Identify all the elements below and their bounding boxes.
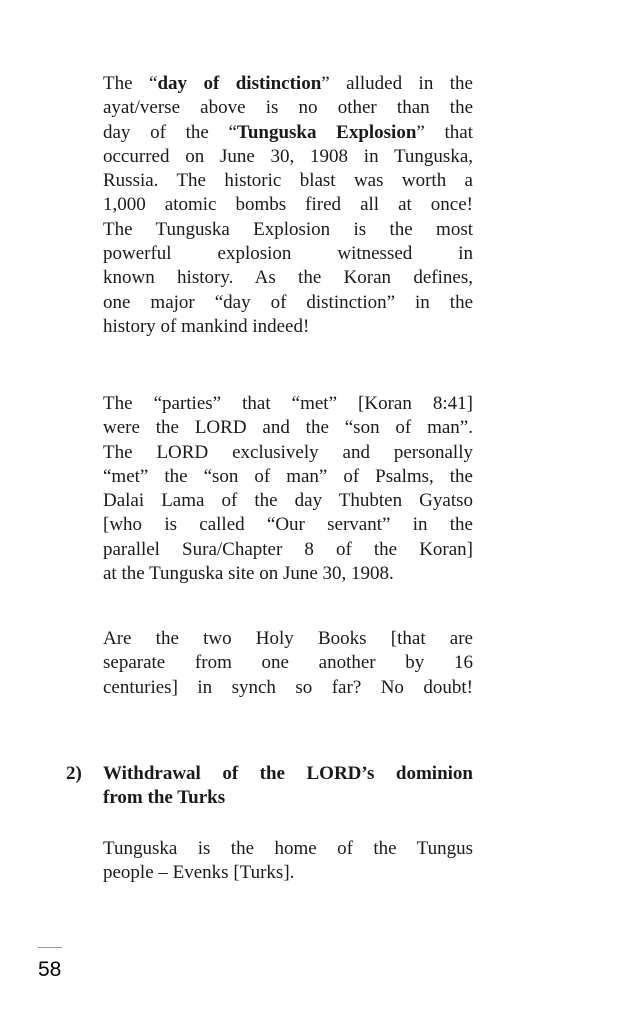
text-line: Tunguska is the home of the Tungus [103, 838, 473, 859]
text-line: at the Tunguska site on June 30, 1908. [103, 563, 394, 585]
footer-rule [38, 947, 62, 948]
heading-line: Withdrawal of the LORD’s dominion [103, 763, 473, 784]
bold-term: Tunguska Explosion [236, 121, 417, 143]
text-line: [who is called “Our servant” in the [103, 514, 473, 536]
text-line: powerful explosion witnessed in [103, 243, 473, 265]
text-line [103, 121, 473, 145]
page-number: 58 [38, 958, 62, 981]
text-line: centuries] in synch so far? No doubt! [103, 676, 473, 698]
text-line: were the LORD and the “son of man”. [103, 417, 473, 439]
paragraph-day-of-distinction [103, 72, 473, 339]
bold-term: day of distinction [157, 73, 322, 94]
text-line: known history. As the Koran defines, [103, 267, 473, 289]
text-line: occurred on June 30, 1908 in Tunguska, [103, 145, 473, 167]
text-line: The LORD exclusively and personally [103, 441, 473, 463]
text-line: separate from one another by 16 [103, 652, 473, 674]
heading-line: from the Turks [103, 787, 226, 809]
text-line: ayat/verse above is no other than the [103, 97, 473, 119]
text-line: Are the two Holy Books [that are [103, 628, 473, 649]
text-line: one major “day of distinction” in the [103, 291, 473, 313]
text-line: The “parties” that “met” [Koran 8:41] [103, 393, 473, 414]
text-line: history of mankind indeed! [103, 315, 310, 337]
text-span: day of the “ [103, 121, 237, 143]
paragraph-holy-books [103, 627, 473, 700]
section-number: 2) [66, 763, 82, 784]
text-line: people – Evenks [Turks]. [103, 862, 295, 884]
paragraph-tunguska-home [103, 837, 473, 886]
text-span: ” alluded in the [321, 73, 473, 94]
text-line: Russia. The historic blast was worth a [103, 170, 473, 192]
text-span: The “ [103, 73, 158, 94]
text-line [103, 72, 473, 96]
text-line: The Tunguska Explosion is the most [103, 218, 473, 240]
text-span: ” that [416, 121, 473, 143]
text-line: Dalai Lama of the day Thubten Gyatso [103, 490, 473, 512]
text-line: 1,000 atomic bombs fired all at once! [103, 194, 473, 216]
paragraph-parties-met [103, 392, 473, 586]
section-heading [103, 762, 473, 811]
text-line: “met” the “son of man” of Psalms, the [103, 465, 473, 487]
text-line: parallel Sura/Chapter 8 of the Koran] [103, 538, 473, 560]
